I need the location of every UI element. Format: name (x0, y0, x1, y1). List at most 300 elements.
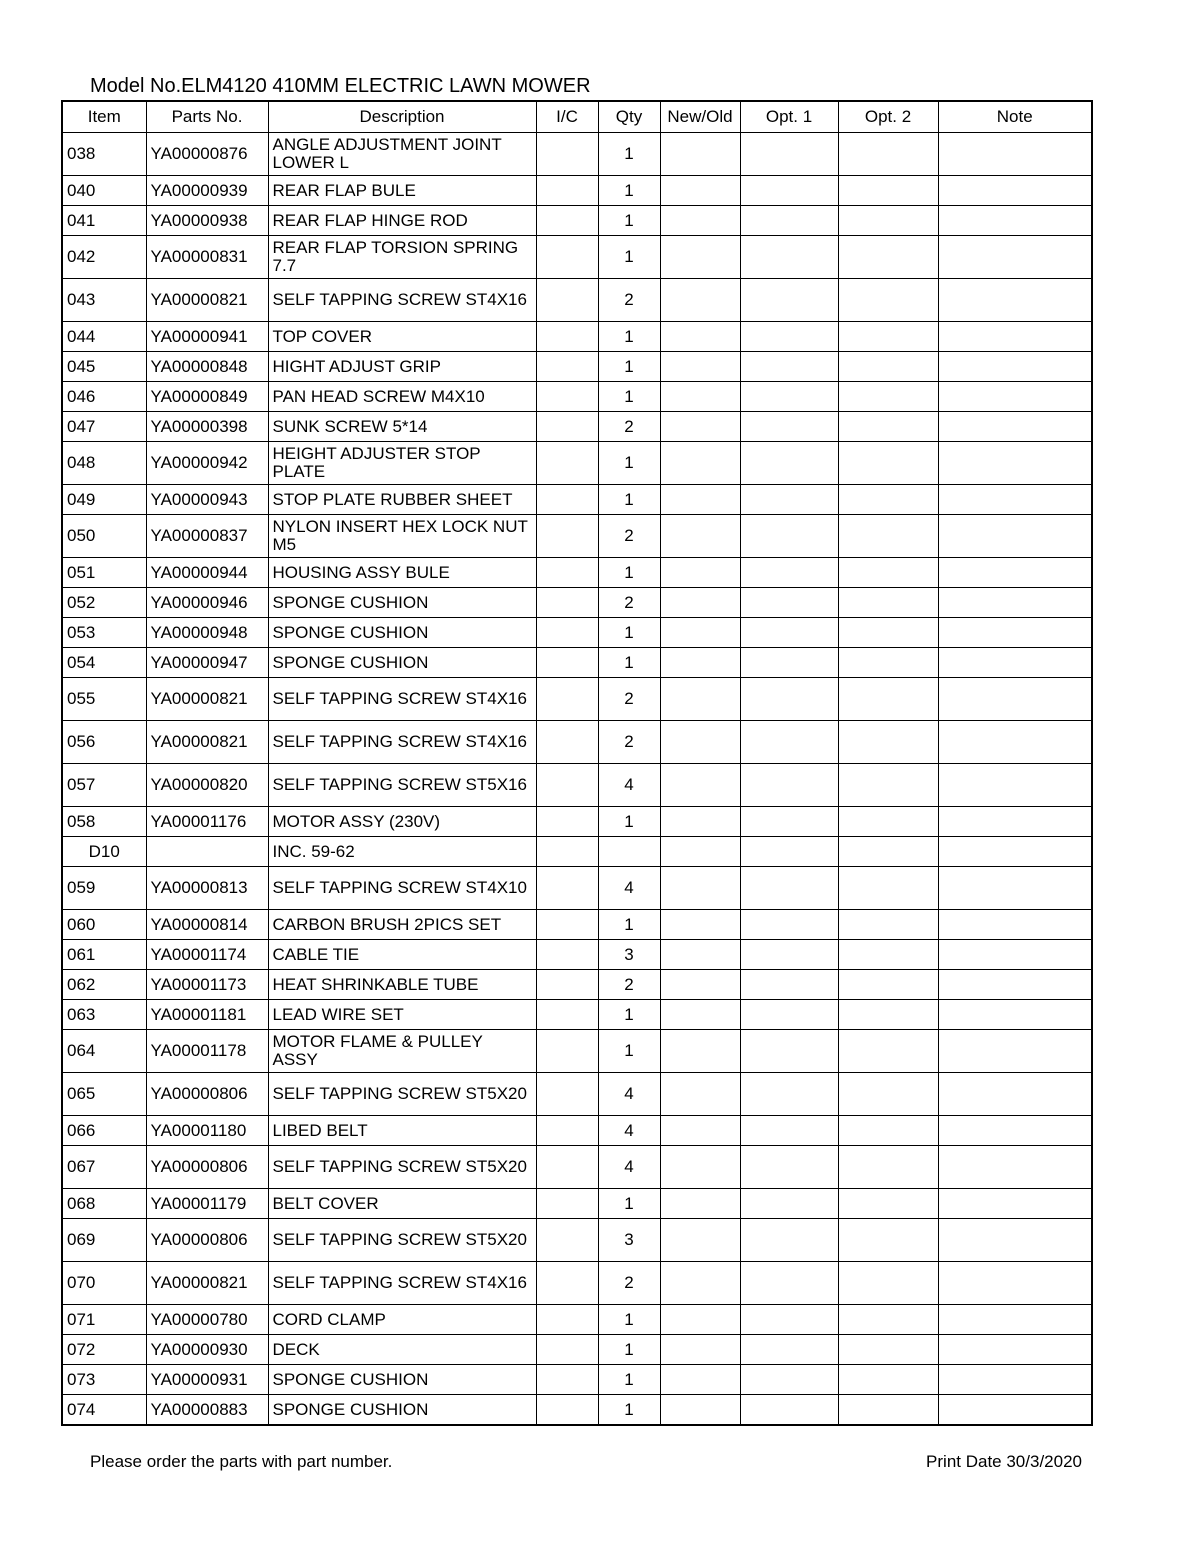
note-cell (938, 236, 1092, 279)
note-cell (938, 1030, 1092, 1073)
item-cell: 054 (62, 648, 146, 678)
ic-cell (536, 940, 598, 970)
qty-cell: 1 (598, 1030, 660, 1073)
part-number-cell: YA00000938 (146, 206, 268, 236)
opt1-cell (740, 133, 838, 176)
item-cell: 046 (62, 382, 146, 412)
ic-cell (536, 807, 598, 837)
note-cell (938, 1219, 1092, 1262)
ic-cell (536, 588, 598, 618)
table-row (62, 442, 1092, 485)
part-number-cell: YA00000942 (146, 442, 268, 485)
ic-cell (536, 1146, 598, 1189)
header-note: Note (938, 101, 1092, 133)
opt1-cell (740, 382, 838, 412)
header-row (62, 101, 1092, 133)
part-number-cell: YA00000939 (146, 176, 268, 206)
ic-cell (536, 1262, 598, 1305)
description-cell: SELF TAPPING SCREW ST5X20 (268, 1146, 536, 1189)
part-number-cell: YA00000837 (146, 515, 268, 558)
qty-cell: 4 (598, 1073, 660, 1116)
ic-cell (536, 721, 598, 764)
ic-cell (536, 648, 598, 678)
table-row (62, 1116, 1092, 1146)
opt1-cell (740, 764, 838, 807)
qty-cell: 4 (598, 1146, 660, 1189)
table-row (62, 133, 1092, 176)
table-row (62, 1262, 1092, 1305)
item-cell: 067 (62, 1146, 146, 1189)
opt2-cell (838, 352, 938, 382)
qty-cell: 2 (598, 678, 660, 721)
new-old-cell (660, 1395, 740, 1426)
part-number-cell: YA00000813 (146, 867, 268, 910)
part-number-cell: YA00000821 (146, 678, 268, 721)
ic-cell (536, 1335, 598, 1365)
qty-cell: 1 (598, 133, 660, 176)
qty-cell: 1 (598, 648, 660, 678)
description-cell: HEIGHT ADJUSTER STOP PLATE (268, 442, 536, 485)
part-number-cell: YA00001180 (146, 1116, 268, 1146)
note-cell (938, 764, 1092, 807)
table-row (62, 1000, 1092, 1030)
item-cell: 050 (62, 515, 146, 558)
part-number-cell: YA00000820 (146, 764, 268, 807)
note-cell (938, 588, 1092, 618)
ic-cell (536, 236, 598, 279)
new-old-cell (660, 1146, 740, 1189)
note-cell (938, 678, 1092, 721)
opt2-cell (838, 648, 938, 678)
item-cell: 058 (62, 807, 146, 837)
note-cell (938, 485, 1092, 515)
part-number-cell: YA00000806 (146, 1146, 268, 1189)
opt2-cell (838, 1189, 938, 1219)
table-row (62, 412, 1092, 442)
note-cell (938, 1073, 1092, 1116)
table-row (62, 678, 1092, 721)
header-opt1: Opt. 1 (740, 101, 838, 133)
opt2-cell (838, 1335, 938, 1365)
opt2-cell (838, 322, 938, 352)
new-old-cell (660, 721, 740, 764)
ic-cell (536, 176, 598, 206)
opt1-cell (740, 558, 838, 588)
opt2-cell (838, 1262, 938, 1305)
opt1-cell (740, 206, 838, 236)
part-number-cell: YA00000831 (146, 236, 268, 279)
new-old-cell (660, 1189, 740, 1219)
opt2-cell (838, 940, 938, 970)
table-row (62, 1365, 1092, 1395)
ic-cell (536, 1365, 598, 1395)
opt1-cell (740, 442, 838, 485)
description-cell: MOTOR ASSY (230V) (268, 807, 536, 837)
table-row (62, 588, 1092, 618)
description-cell: LIBED BELT (268, 1116, 536, 1146)
qty-cell: 2 (598, 721, 660, 764)
part-number-cell: YA00000849 (146, 382, 268, 412)
qty-cell: 1 (598, 558, 660, 588)
qty-cell: 4 (598, 867, 660, 910)
ic-cell (536, 764, 598, 807)
description-cell: SELF TAPPING SCREW ST4X16 (268, 279, 536, 322)
order-note: Please order the parts with part number. (90, 1452, 393, 1471)
table-row (62, 206, 1092, 236)
description-cell: SELF TAPPING SCREW ST4X10 (268, 867, 536, 910)
opt1-cell (740, 588, 838, 618)
description-cell: SPONGE CUSHION (268, 648, 536, 678)
item-cell: 073 (62, 1365, 146, 1395)
new-old-cell (660, 133, 740, 176)
new-old-cell (660, 236, 740, 279)
description-cell: LEAD WIRE SET (268, 1000, 536, 1030)
new-old-cell (660, 807, 740, 837)
part-number-cell: YA00001176 (146, 807, 268, 837)
table-row (62, 764, 1092, 807)
opt1-cell (740, 412, 838, 442)
part-number-cell: YA00000821 (146, 1262, 268, 1305)
opt1-cell (740, 515, 838, 558)
item-cell: 061 (62, 940, 146, 970)
opt1-cell (740, 648, 838, 678)
qty-cell: 4 (598, 1116, 660, 1146)
description-cell: SELF TAPPING SCREW ST5X16 (268, 764, 536, 807)
new-old-cell (660, 1000, 740, 1030)
description-cell: BELT COVER (268, 1189, 536, 1219)
ic-cell (536, 1116, 598, 1146)
qty-cell: 1 (598, 322, 660, 352)
note-cell (938, 1365, 1092, 1395)
description-cell: SPONGE CUSHION (268, 1365, 536, 1395)
part-number-cell: YA00000398 (146, 412, 268, 442)
print-date: Print Date 30/3/2020 (926, 1452, 1082, 1471)
item-cell: 060 (62, 910, 146, 940)
opt2-cell (838, 133, 938, 176)
description-cell: MOTOR FLAME & PULLEY ASSY (268, 1030, 536, 1073)
ic-cell (536, 1189, 598, 1219)
part-number-cell: YA00000821 (146, 721, 268, 764)
opt1-cell (740, 837, 838, 867)
new-old-cell (660, 837, 740, 867)
qty-cell: 2 (598, 1262, 660, 1305)
qty-cell: 4 (598, 764, 660, 807)
table-row (62, 485, 1092, 515)
qty-cell: 1 (598, 1000, 660, 1030)
ic-cell (536, 1305, 598, 1335)
header-qty: Qty (598, 101, 660, 133)
new-old-cell (660, 279, 740, 322)
new-old-cell (660, 648, 740, 678)
table-row (62, 910, 1092, 940)
ic-cell (536, 1073, 598, 1116)
part-number-cell: YA00000814 (146, 910, 268, 940)
new-old-cell (660, 1116, 740, 1146)
table-row (62, 1219, 1092, 1262)
description-cell: CORD CLAMP (268, 1305, 536, 1335)
description-cell: DECK (268, 1335, 536, 1365)
opt1-cell (740, 236, 838, 279)
note-cell (938, 867, 1092, 910)
opt2-cell (838, 1116, 938, 1146)
note-cell (938, 206, 1092, 236)
description-cell: TOP COVER (268, 322, 536, 352)
item-cell: 072 (62, 1335, 146, 1365)
ic-cell (536, 618, 598, 648)
note-cell (938, 970, 1092, 1000)
description-cell: SELF TAPPING SCREW ST5X20 (268, 1219, 536, 1262)
note-cell (938, 1305, 1092, 1335)
item-cell: 062 (62, 970, 146, 1000)
table-row (62, 279, 1092, 322)
ic-cell (536, 442, 598, 485)
parts-table (61, 100, 1093, 1426)
header-item: Item (62, 101, 146, 133)
qty-cell: 3 (598, 1219, 660, 1262)
item-cell: 069 (62, 1219, 146, 1262)
new-old-cell (660, 382, 740, 412)
opt1-cell (740, 910, 838, 940)
opt2-cell (838, 279, 938, 322)
item-cell: 065 (62, 1073, 146, 1116)
item-cell: 063 (62, 1000, 146, 1030)
note-cell (938, 1146, 1092, 1189)
item-cell: 045 (62, 352, 146, 382)
item-cell: 047 (62, 412, 146, 442)
new-old-cell (660, 206, 740, 236)
new-old-cell (660, 352, 740, 382)
opt2-cell (838, 1365, 938, 1395)
part-number-cell: YA00000848 (146, 352, 268, 382)
opt1-cell (740, 940, 838, 970)
item-cell: 068 (62, 1189, 146, 1219)
ic-cell (536, 412, 598, 442)
part-number-cell: YA00000948 (146, 618, 268, 648)
item-cell: 044 (62, 322, 146, 352)
table-row (62, 807, 1092, 837)
description-cell: PAN HEAD SCREW M4X10 (268, 382, 536, 412)
opt1-cell (740, 176, 838, 206)
part-number-cell: YA00000780 (146, 1305, 268, 1335)
note-cell (938, 1262, 1092, 1305)
description-cell: SELF TAPPING SCREW ST4X16 (268, 721, 536, 764)
note-cell (938, 442, 1092, 485)
table-row (62, 970, 1092, 1000)
note-cell (938, 322, 1092, 352)
ic-cell (536, 515, 598, 558)
opt2-cell (838, 678, 938, 721)
opt2-cell (838, 764, 938, 807)
item-cell: 055 (62, 678, 146, 721)
part-number-cell: YA00000946 (146, 588, 268, 618)
note-cell (938, 558, 1092, 588)
note-cell (938, 1000, 1092, 1030)
new-old-cell (660, 764, 740, 807)
part-number-cell: YA00000821 (146, 279, 268, 322)
qty-cell: 2 (598, 279, 660, 322)
new-old-cell (660, 1305, 740, 1335)
part-number-cell: YA00000883 (146, 1395, 268, 1426)
item-cell: 071 (62, 1305, 146, 1335)
table-row (62, 721, 1092, 764)
opt1-cell (740, 1219, 838, 1262)
header-ic: I/C (536, 101, 598, 133)
ic-cell (536, 133, 598, 176)
opt1-cell (740, 352, 838, 382)
table-row (62, 1146, 1092, 1189)
table-row (62, 1189, 1092, 1219)
item-cell: 057 (62, 764, 146, 807)
ic-cell (536, 837, 598, 867)
new-old-cell (660, 485, 740, 515)
description-cell: REAR FLAP BULE (268, 176, 536, 206)
item-cell: 041 (62, 206, 146, 236)
note-cell (938, 1116, 1092, 1146)
opt1-cell (740, 678, 838, 721)
ic-cell (536, 910, 598, 940)
qty-cell: 2 (598, 588, 660, 618)
note-cell (938, 910, 1092, 940)
part-number-cell: YA00000931 (146, 1365, 268, 1395)
new-old-cell (660, 678, 740, 721)
qty-cell: 1 (598, 1189, 660, 1219)
description-cell: ANGLE ADJUSTMENT JOINT LOWER L (268, 133, 536, 176)
ic-cell (536, 970, 598, 1000)
note-cell (938, 279, 1092, 322)
qty-cell: 1 (598, 1305, 660, 1335)
ic-cell (536, 1219, 598, 1262)
description-cell: SPONGE CUSHION (268, 588, 536, 618)
opt2-cell (838, 485, 938, 515)
header-description: Description (268, 101, 536, 133)
opt1-cell (740, 1365, 838, 1395)
qty-cell: 1 (598, 236, 660, 279)
description-cell: CARBON BRUSH 2PICS SET (268, 910, 536, 940)
page-title: Model No.ELM4120 410MM ELECTRIC LAWN MOWER (90, 75, 591, 97)
opt2-cell (838, 807, 938, 837)
opt2-cell (838, 515, 938, 558)
item-cell: 066 (62, 1116, 146, 1146)
part-number-cell (146, 837, 268, 867)
opt2-cell (838, 867, 938, 910)
opt2-cell (838, 382, 938, 412)
qty-cell: 1 (598, 1365, 660, 1395)
opt1-cell (740, 1189, 838, 1219)
description-cell: REAR FLAP HINGE ROD (268, 206, 536, 236)
qty-cell: 1 (598, 352, 660, 382)
table-row (62, 236, 1092, 279)
opt1-cell (740, 721, 838, 764)
item-cell: 059 (62, 867, 146, 910)
opt2-cell (838, 442, 938, 485)
note-cell (938, 515, 1092, 558)
new-old-cell (660, 1030, 740, 1073)
note-cell (938, 382, 1092, 412)
new-old-cell (660, 910, 740, 940)
new-old-cell (660, 176, 740, 206)
table-row (62, 322, 1092, 352)
opt2-cell (838, 721, 938, 764)
description-cell: SELF TAPPING SCREW ST5X20 (268, 1073, 536, 1116)
description-cell: REAR FLAP TORSION SPRING 7.7 (268, 236, 536, 279)
item-cell: 038 (62, 133, 146, 176)
new-old-cell (660, 558, 740, 588)
item-cell: 070 (62, 1262, 146, 1305)
table-row (62, 382, 1092, 412)
note-cell (938, 1335, 1092, 1365)
qty-cell: 1 (598, 1335, 660, 1365)
table-row (62, 1305, 1092, 1335)
opt2-cell (838, 236, 938, 279)
description-cell: HOUSING ASSY BULE (268, 558, 536, 588)
part-number-cell: YA00000876 (146, 133, 268, 176)
ic-cell (536, 1000, 598, 1030)
opt1-cell (740, 970, 838, 1000)
item-cell: 040 (62, 176, 146, 206)
note-cell (938, 176, 1092, 206)
note-cell (938, 352, 1092, 382)
item-cell: 052 (62, 588, 146, 618)
ic-cell (536, 1030, 598, 1073)
note-cell (938, 837, 1092, 867)
opt2-cell (838, 1073, 938, 1116)
part-number-cell: YA00001173 (146, 970, 268, 1000)
part-number-cell: YA00001181 (146, 1000, 268, 1030)
opt1-cell (740, 1116, 838, 1146)
opt2-cell (838, 1305, 938, 1335)
opt1-cell (740, 322, 838, 352)
ic-cell (536, 382, 598, 412)
header-new-old: New/Old (660, 101, 740, 133)
new-old-cell (660, 322, 740, 352)
note-cell (938, 133, 1092, 176)
new-old-cell (660, 867, 740, 910)
header-parts-no: Parts No. (146, 101, 268, 133)
table-row (62, 618, 1092, 648)
opt1-cell (740, 1335, 838, 1365)
description-cell: SPONGE CUSHION (268, 618, 536, 648)
description-cell: SUNK SCREW 5*14 (268, 412, 536, 442)
part-number-cell: YA00000944 (146, 558, 268, 588)
new-old-cell (660, 1073, 740, 1116)
opt2-cell (838, 558, 938, 588)
note-cell (938, 618, 1092, 648)
item-cell: 048 (62, 442, 146, 485)
item-cell: D10 (62, 837, 146, 867)
description-cell: SELF TAPPING SCREW ST4X16 (268, 1262, 536, 1305)
new-old-cell (660, 442, 740, 485)
opt1-cell (740, 1073, 838, 1116)
part-number-cell: YA00000806 (146, 1219, 268, 1262)
qty-cell: 1 (598, 485, 660, 515)
new-old-cell (660, 970, 740, 1000)
opt1-cell (740, 1030, 838, 1073)
table-row (62, 176, 1092, 206)
opt2-cell (838, 1395, 938, 1426)
description-cell: HIGHT ADJUST GRIP (268, 352, 536, 382)
part-number-cell: YA00000930 (146, 1335, 268, 1365)
opt1-cell (740, 1000, 838, 1030)
item-cell: 043 (62, 279, 146, 322)
description-cell: INC. 59-62 (268, 837, 536, 867)
note-cell (938, 412, 1092, 442)
opt1-cell (740, 867, 838, 910)
table-row (62, 867, 1092, 910)
part-number-cell: YA00000806 (146, 1073, 268, 1116)
header-opt2: Opt. 2 (838, 101, 938, 133)
qty-cell: 1 (598, 910, 660, 940)
ic-cell (536, 322, 598, 352)
